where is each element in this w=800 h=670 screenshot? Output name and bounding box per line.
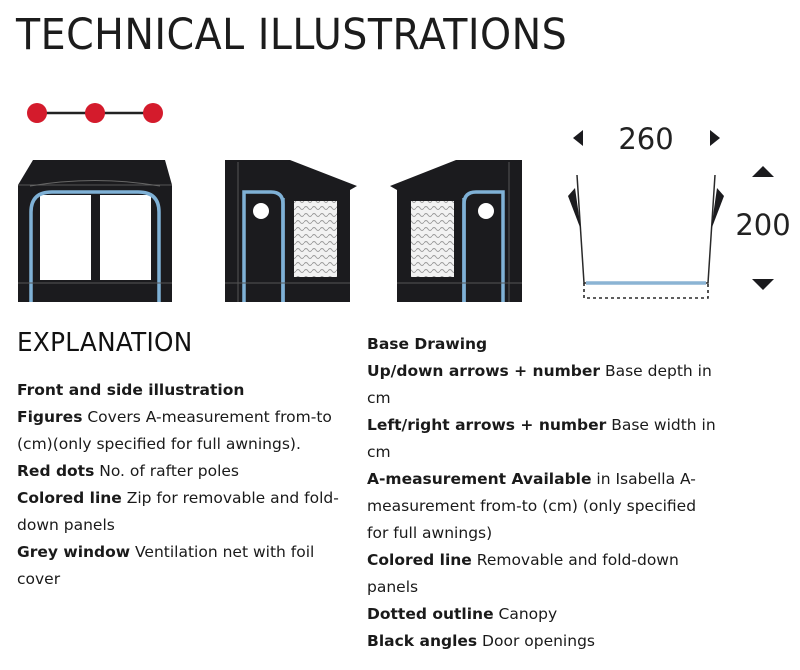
explanation-item: Red dots No. of rafter poles xyxy=(17,462,239,480)
side-view-right-illustration xyxy=(225,160,357,302)
explanation-item: Colored line Zip for removable and fold-down panels xyxy=(17,489,339,534)
canopy-dotted-outline xyxy=(584,283,708,298)
base-drawing xyxy=(568,122,791,298)
ventilation-net xyxy=(411,201,454,277)
rafter-dot xyxy=(27,103,47,123)
page-title: TECHNICAL ILLUSTRATIONS xyxy=(16,10,568,60)
left-arrow-icon xyxy=(573,130,583,146)
window-circle xyxy=(478,203,494,219)
explanation-item: Black angles Door openings xyxy=(367,632,595,650)
explanation-item: Left/right arrows + number Base width in cm xyxy=(367,416,716,461)
explanation-item: Grey window Ventilation net with foil cover xyxy=(17,543,315,588)
explanation-item: Colored line Removable and fold-down panels xyxy=(367,551,679,596)
right-arrow-icon xyxy=(710,130,720,146)
explanation-left-column xyxy=(17,377,352,593)
side-view-left-illustration xyxy=(390,160,522,302)
up-arrow-icon xyxy=(752,166,774,177)
explanation-heading: EXPLANATION xyxy=(17,328,193,358)
ventilation-net xyxy=(294,201,337,277)
rafter-dot xyxy=(143,103,163,123)
explanation-item: Base Drawing xyxy=(367,335,488,353)
window-circle xyxy=(253,203,269,219)
base-depth-label: 200 xyxy=(735,208,791,242)
technical-illustrations xyxy=(0,0,800,320)
explanation-item: Front and side illustration xyxy=(17,381,245,399)
rafter-dot xyxy=(85,103,105,123)
front-view-illustration xyxy=(18,160,172,302)
base-width-label: 260 xyxy=(618,122,674,156)
explanation-item: Up/down arrows + number Base depth in cm xyxy=(367,362,712,407)
explanation-right-column xyxy=(367,331,717,655)
explanation-item: Dotted outline Canopy xyxy=(367,605,558,623)
base-outline xyxy=(577,175,715,283)
rafter-poles-indicator xyxy=(27,103,163,123)
down-arrow-icon xyxy=(752,279,774,290)
explanation-item: A-measurement Available in Isabella A-measurement from-to (cm) (only specified for full awnings) xyxy=(367,470,697,542)
explanation-item: Figures Covers A-measurement from-to (cm)(only specified for full awnings). xyxy=(17,408,332,453)
